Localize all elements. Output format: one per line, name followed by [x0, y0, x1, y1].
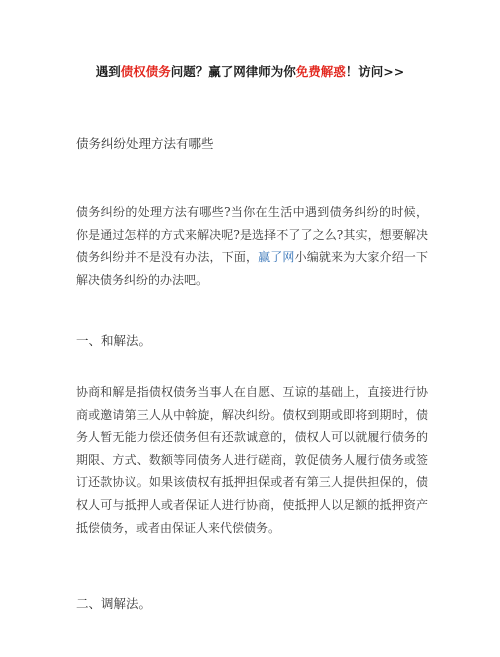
banner-keyword-free: 免费解惑: [295, 64, 346, 79]
promo-banner[interactable]: [0, 62, 500, 80]
banner-keyword-debt: 债权债务: [120, 64, 171, 79]
intro-text-b: 小编就来为大家介绍一下解决债务纠纷的办法吧。: [76, 250, 428, 287]
intro-site-link[interactable]: 赢了网: [258, 250, 295, 265]
section-body-reconciliation: 协商和解是指债权债务当事人在自愿、互谅的基础上，直接进行协商或邀请第三人从中斡旋，解决纠纷。债权到期或即将到期时，债务人暂无能力偿还债务但有还款诚意的，债权人可以就履行债务的期限、方式、数额等同债务人进行磋商，敦促债务人履行债务或签订还款协议。如果该债权有抵押担保或者有第三人提供担保的，债权人可与抵押人或者保证人进行协商，使抵押人以足额的抵押资产抵偿债务，或者由保证人来代偿债务。: [76, 385, 428, 535]
banner-visit-link[interactable]: ！访问>>: [345, 64, 405, 79]
intro-text-a: 债务纠纷的处理方法有哪些?当你在生活中遇到债务纠纷的时候，你是通过怎样的方式来解决呢?是选择不了了之么?其实，想要解决债务纠纷并不是没有办法，下面，: [76, 205, 428, 265]
article-title: 债务纠纷处理方法有哪些: [76, 136, 214, 151]
banner-text-1: 遇到: [95, 64, 121, 79]
section-heading-mediation: 二、调解法。: [76, 596, 152, 611]
intro-paragraph: [76, 201, 428, 291]
section-heading-reconciliation: 一、和解法。: [76, 333, 152, 348]
banner-text-2: 问题？赢了网律师为你: [170, 64, 296, 79]
